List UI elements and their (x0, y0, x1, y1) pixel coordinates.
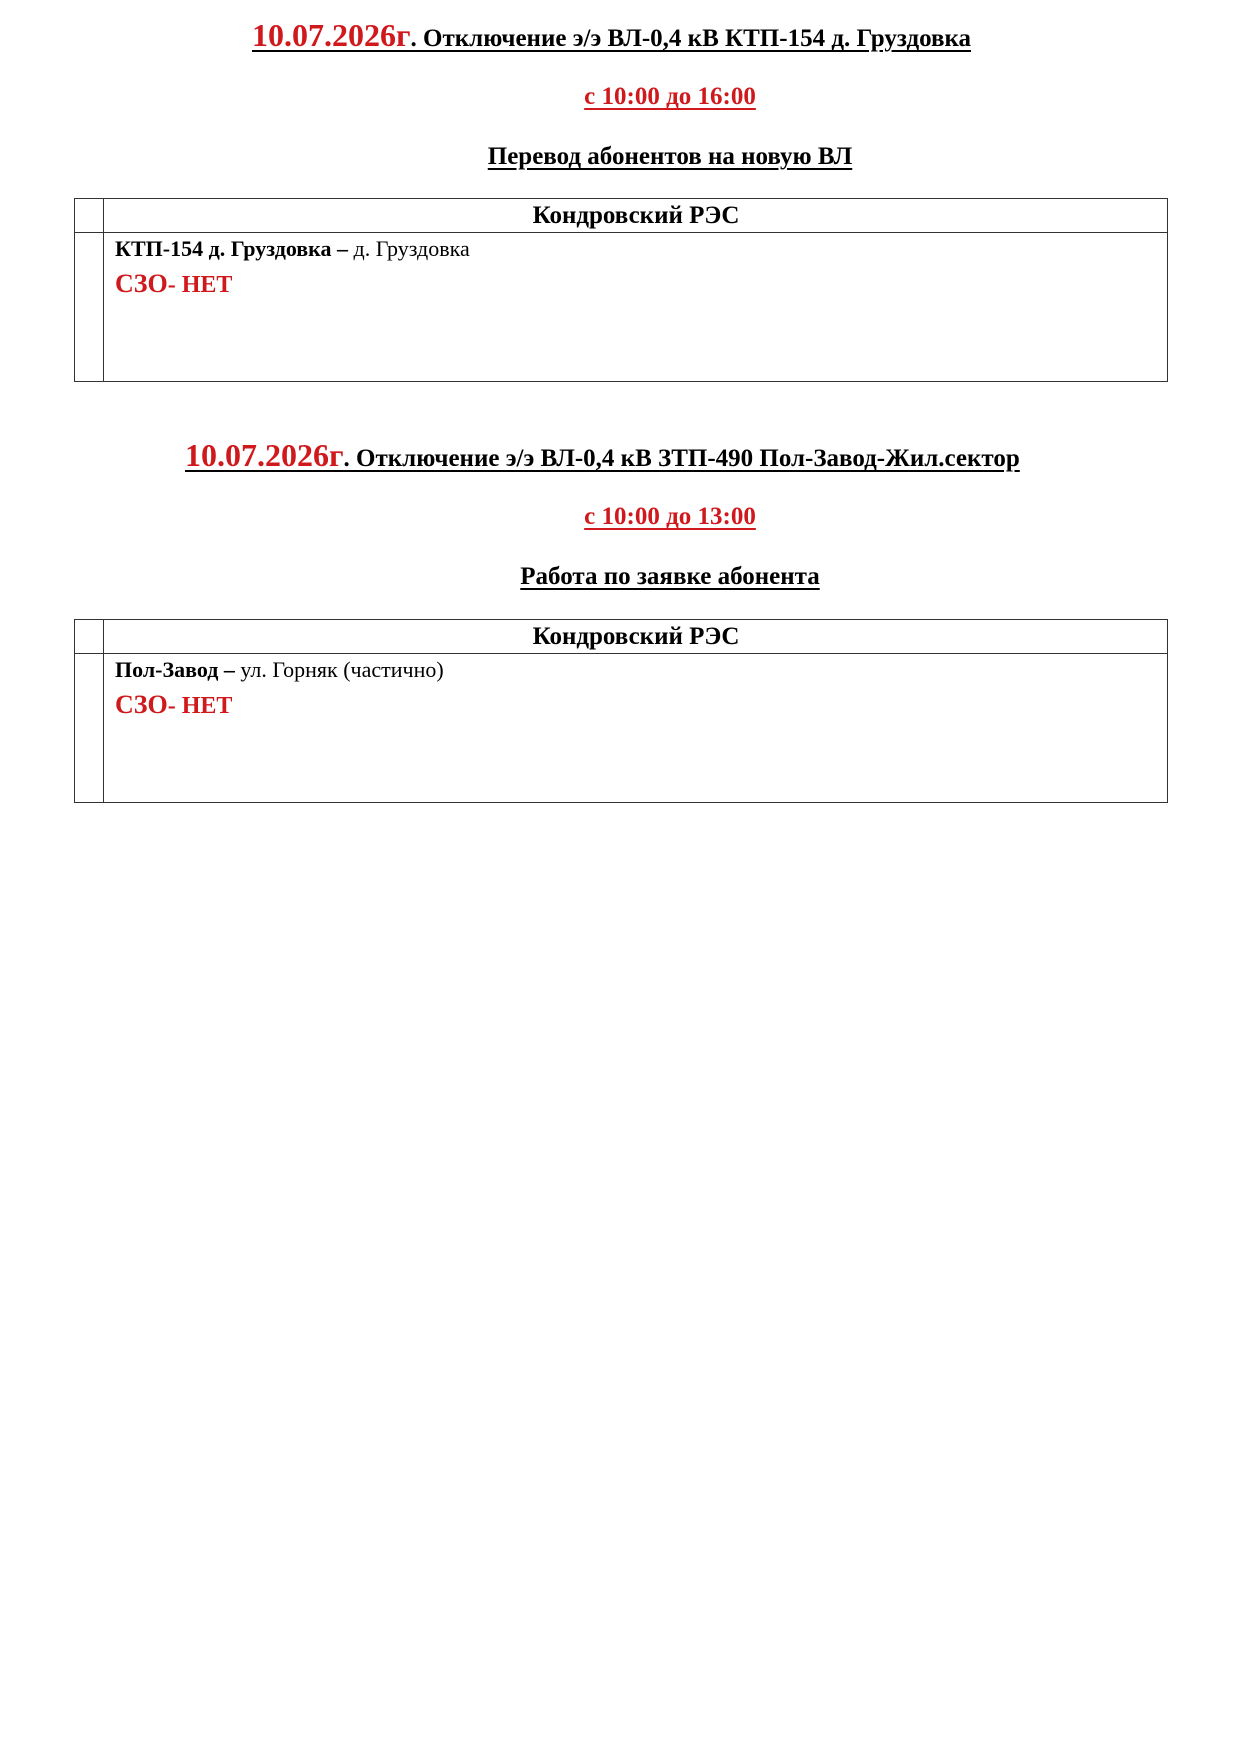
notice-title (252, 19, 971, 51)
szo-value: - НЕТ (167, 693, 233, 719)
szo-label: СЗО (115, 269, 168, 298)
table-address (115, 656, 1167, 684)
szo-status (115, 269, 1167, 300)
address-substation: КТП-154 д. Груздовка – (115, 236, 348, 261)
table-body (75, 654, 1167, 802)
notice-title-text: . Отключение э/э ВЛ-0,4 кВ КТП-154 д. Груздовка (410, 25, 972, 52)
notice-title-text: . Отключение э/э ВЛ-0,4 кВ ЗТП-490 Пол-Завод-Жил.сектор (343, 445, 1020, 472)
address-locality: ул. Горняк (частично) (234, 657, 444, 682)
table-body (75, 233, 1167, 381)
notice-reason (0, 564, 1241, 589)
notice-table (74, 198, 1168, 382)
notice-time-text: с 10:00 до 13:00 (584, 503, 756, 530)
notice-title (185, 439, 1020, 471)
notice-time (0, 504, 1241, 529)
table-header: Кондровский РЭС (75, 620, 1167, 654)
notice-reason (0, 144, 1241, 169)
notice-time-text: с 10:00 до 16:00 (584, 83, 756, 110)
table-address (115, 235, 1167, 263)
notice-date: 10.07.2026г (252, 17, 411, 53)
number-column-divider (103, 620, 104, 802)
szo-label: СЗО (115, 690, 168, 719)
szo-status (115, 690, 1167, 721)
notice-reason-text: Работа по заявке абонента (520, 563, 820, 590)
notice-time (0, 84, 1241, 109)
szo-value: - НЕТ (167, 272, 233, 298)
address-locality: д. Груздовка (348, 236, 470, 261)
table-header: Кондровский РЭС (75, 199, 1167, 233)
notice-date: 10.07.2026г (185, 437, 344, 473)
number-column-divider (103, 199, 104, 381)
notice-table (74, 619, 1168, 803)
notice-reason-text: Перевод абонентов на новую ВЛ (487, 143, 853, 170)
address-substation: Пол-Завод – (115, 657, 235, 682)
